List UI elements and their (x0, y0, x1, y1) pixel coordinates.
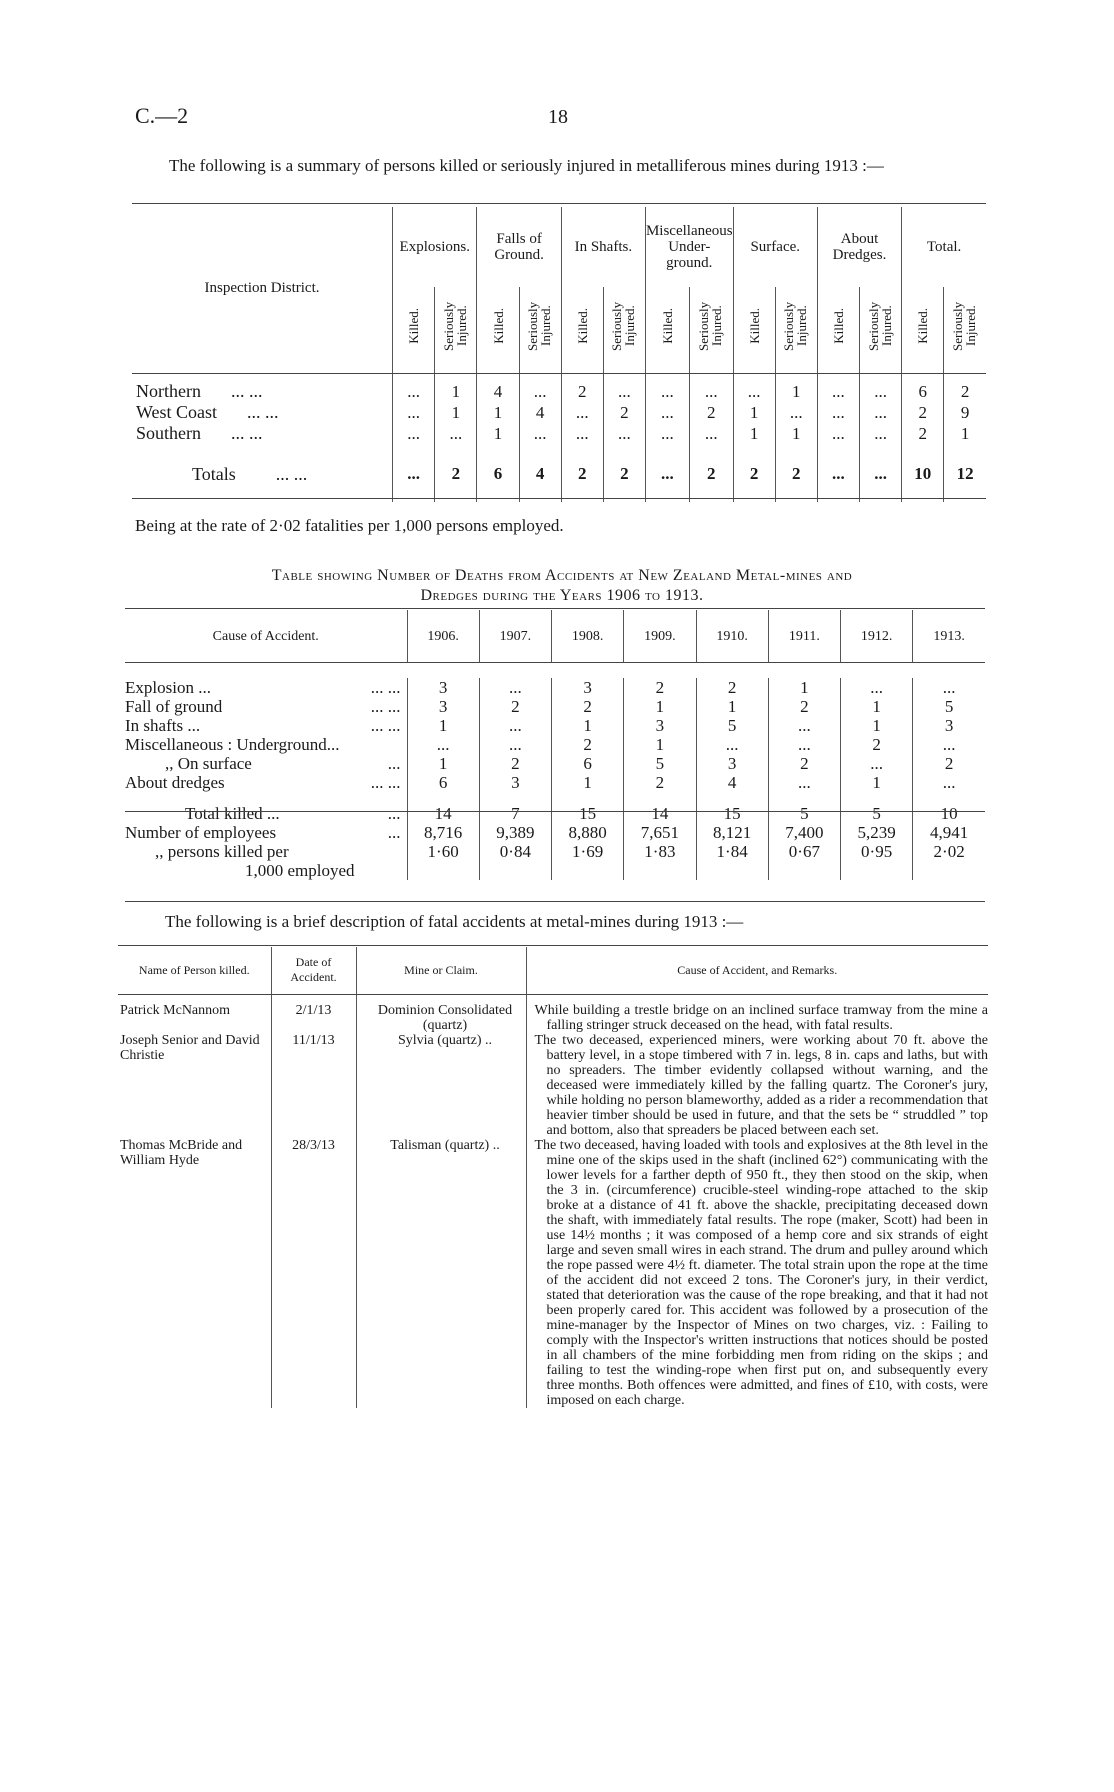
deaths-value: 2 (624, 773, 696, 792)
cause-row (125, 678, 985, 697)
summary-cell: 2 (435, 452, 477, 496)
deaths-value: 5,239 (841, 823, 913, 842)
deaths-value: 3 (624, 716, 696, 735)
deaths-value: 7 (479, 804, 551, 823)
deaths-value: 6 (407, 773, 479, 792)
deaths-value: 15 (696, 804, 768, 823)
accident-column-header: Mine or Claim. (356, 947, 526, 993)
year-header: 1913. (913, 610, 985, 662)
summary-cell: 12 (944, 452, 986, 496)
summary-table (132, 207, 986, 502)
cause-label: Number of employees (125, 823, 277, 842)
summary-cell: ... (859, 402, 901, 423)
cause-label: About dredges (125, 773, 225, 792)
injured-header: Seriously Injured. (689, 287, 733, 369)
person-name: Thomas McBride and William Hyde (120, 1138, 243, 1168)
summary-cell: 6 (902, 381, 944, 402)
summary-cell: ... (645, 402, 689, 423)
leader-dots: ... (387, 823, 401, 842)
accidents-table (118, 947, 988, 1408)
cause-row (125, 735, 985, 754)
summary-cell: ... (645, 423, 689, 444)
mine-name: Sylvia (quartz) .. (356, 1033, 526, 1138)
leader-dots: ... ... (370, 678, 401, 697)
deaths-value: 3 (552, 678, 624, 697)
summary-cell: 2 (689, 402, 733, 423)
deaths-value: ... (841, 754, 913, 773)
killed-header: Killed. (733, 287, 775, 369)
summary-cell: 1 (435, 381, 477, 402)
deaths-value: ... (479, 716, 551, 735)
injured-header: Seriously Injured. (519, 287, 561, 369)
cause-label: Total killed ... (185, 804, 280, 823)
accident-column-header: Name of Person killed. (138, 962, 250, 977)
accident-column-header: Cause of Accident, and Remarks. (526, 947, 988, 993)
year-header: 1909. (624, 610, 696, 662)
deaths-value: ... (913, 735, 985, 754)
cause-row (125, 773, 985, 792)
summary-cell: 1 (733, 423, 775, 444)
summary-cell: 4 (519, 452, 561, 496)
injured-header: Seriously Injured. (944, 287, 986, 369)
summary-cell: 9 (944, 402, 986, 423)
summary-cell: ... (859, 452, 901, 496)
summary-cell: ... (817, 381, 859, 402)
summary-cell: ... (859, 381, 901, 402)
leader-dots: ... ... (231, 423, 263, 443)
summary-cell: ... (393, 381, 435, 402)
deaths-value: 2 (624, 678, 696, 697)
deaths-value: 3 (407, 678, 479, 697)
injured-header: Seriously Injured. (775, 287, 817, 369)
summary-cell: ... (859, 423, 901, 444)
summary-cell: ... (603, 381, 645, 402)
deaths-value: 1 (624, 697, 696, 716)
summary-cell: 4 (519, 402, 561, 423)
summary-cell: 1 (477, 402, 519, 423)
deaths-value: 7,400 (768, 823, 840, 842)
deaths-value: 0·67 (768, 842, 840, 880)
year-header: 1907. (479, 610, 551, 662)
deaths-value: 1 (407, 716, 479, 735)
accident-row (118, 1033, 988, 1138)
deaths-value: 14 (624, 804, 696, 823)
accident-row (118, 1138, 988, 1408)
deaths-value: 5 (913, 697, 985, 716)
deaths-value: 1 (696, 697, 768, 716)
summary-cell: 6 (477, 452, 519, 496)
summary-cell: 2 (689, 452, 733, 496)
cause-label: ,, persons killed per (155, 842, 289, 861)
deaths-value: 1·69 (552, 842, 624, 880)
district-name: Totals (192, 463, 236, 484)
deaths-value: ... (696, 735, 768, 754)
deaths-value: ... (913, 773, 985, 792)
deaths-value: 1 (841, 716, 913, 735)
summary-cell: 1 (435, 402, 477, 423)
summary-cell: ... (561, 402, 603, 423)
summary-cell: 2 (944, 381, 986, 402)
summary-cell: 2 (733, 452, 775, 496)
deaths-value: 2 (479, 754, 551, 773)
deaths-value: ... (479, 735, 551, 754)
deaths-value: ... (841, 678, 913, 697)
deaths-value: ... (768, 773, 840, 792)
leader-dots: ... ... (275, 463, 308, 484)
group-header: Surface. (733, 207, 817, 287)
summary-cell: 1 (477, 423, 519, 444)
deaths-value: 9,389 (479, 823, 551, 842)
deaths-value: 2 (552, 735, 624, 754)
district-name: Northern (136, 381, 201, 401)
deaths-value: 1 (624, 735, 696, 754)
group-header: Explosions. (393, 207, 477, 287)
injured-header: Seriously Injured. (859, 287, 901, 369)
person-name: Joseph Senior and David Christie (120, 1033, 260, 1063)
year-header: 1908. (552, 610, 624, 662)
year-header: 1906. (407, 610, 479, 662)
deaths-value: ... (768, 716, 840, 735)
summary-cell: ... (435, 423, 477, 444)
deaths-value: 7,651 (624, 823, 696, 842)
cause-label: 1,000 employed (245, 861, 355, 880)
deaths-value: 4 (696, 773, 768, 792)
injured-header: Seriously Injured. (435, 287, 477, 369)
person-name: Patrick McNannom (120, 1003, 231, 1018)
deaths-value: 5 (696, 716, 768, 735)
deaths-value: ... (479, 678, 551, 697)
accident-remarks: While building a trestle bridge on an inclined surface tramway from the mine a falling stringer struck deceased on the head, with fatal results. (526, 1003, 988, 1033)
accident-date: 2/1/13 (271, 1003, 356, 1033)
leader-dots: ... ... (370, 716, 401, 735)
summary-intro: The following is a summary of persons killed or seriously injured in metalliferous mines during 1913 :— (169, 156, 884, 175)
employees-row (125, 823, 985, 842)
summary-cell: ... (689, 423, 733, 444)
accident-column-header: Date of Accident. (271, 947, 356, 993)
group-header: Miscellaneous Under-ground. (645, 207, 733, 287)
totals-row (132, 452, 986, 496)
leader-dots: ... ... (230, 381, 263, 401)
cause-header: Cause of Accident. (212, 628, 319, 644)
killed-header: Killed. (817, 287, 859, 369)
summary-cell: 1 (733, 402, 775, 423)
deaths-value: 0·84 (479, 842, 551, 880)
deaths-value: 1·83 (624, 842, 696, 880)
summary-cell: 2 (775, 452, 817, 496)
deaths-value: 8,716 (407, 823, 479, 842)
killed-header: Killed. (902, 287, 944, 369)
deaths-value: 5 (841, 804, 913, 823)
summary-cell: ... (645, 452, 689, 496)
deaths-value: 0·95 (841, 842, 913, 880)
district-row (132, 423, 986, 444)
accident-date: 28/3/13 (271, 1138, 356, 1408)
summary-cell: 1 (775, 423, 817, 444)
deaths-value: 5 (624, 754, 696, 773)
fatality-rate: Being at the rate of 2·02 fatalities per 1,000 persons employed. (135, 516, 564, 535)
page-number: 18 (548, 106, 568, 128)
deaths-value: 2 (768, 697, 840, 716)
group-header: Falls of Ground. (477, 207, 561, 287)
summary-cell: ... (393, 452, 435, 496)
deaths-value: 1 (768, 678, 840, 697)
injured-header: Seriously Injured. (603, 287, 645, 369)
summary-cell: ... (817, 402, 859, 423)
deaths-value: 14 (407, 804, 479, 823)
deaths-value: 1 (841, 697, 913, 716)
deaths-value: 1 (552, 716, 624, 735)
summary-cell: 4 (477, 381, 519, 402)
killed-header: Killed. (393, 287, 435, 369)
summary-cell: ... (689, 381, 733, 402)
summary-cell: ... (645, 381, 689, 402)
deaths-value: 3 (913, 716, 985, 735)
summary-cell: 2 (603, 402, 645, 423)
summary-cell: 2 (603, 452, 645, 496)
summary-cell: 1 (775, 381, 817, 402)
deaths-value: 3 (696, 754, 768, 773)
group-header: About Dredges. (817, 207, 901, 287)
summary-cell: ... (519, 423, 561, 444)
deaths-value: 2 (696, 678, 768, 697)
cause-label: ,, On surface (165, 754, 252, 773)
cause-label: Miscellaneous : Underground... (125, 735, 340, 754)
deaths-value: 3 (407, 697, 479, 716)
deaths-value: 2 (479, 697, 551, 716)
deaths-value: 1·84 (696, 842, 768, 880)
deaths-value: ... (407, 735, 479, 754)
mine-name: Talisman (quartz) .. (356, 1138, 526, 1408)
accident-remarks: The two deceased, having loaded with tools and explosives at the 8th level in the mine one of the skips used in the shaft (inclined 62°) communicating with the lower levels for a farther depth of 950 ft., they then stood on the skip, when the 3 in. (circumference) crucible-steel winding-rope attached to the skip broke at a distance of 41 ft. above the shackle, precipitating deceased down the shaft, with immediately fatal results. The rope (maker, Scott) had been in use 14½ months ; it was composed of a hemp core and six strands of eight large and seven small wires in each strand. The drum and pulley around which the rope passed were 4½ ft. diameter. The total strain upon the rope at the time of the accident did not exceed 2 tons. The Coroner's jury, in their verdict, stated that deterioration was the cause of the rope breaking, and that it had not been properly cared for. This accident was followed by a prosecution of the mine-manager by the Inspector of Mines on two charges, viz. : Failing to comply with the Inspector's written instructions that notices should be posted in all chambers of the mine forbidding men from riding on the skips ; and failing to test the winding-rope when first put on, and subsequently every three months. Both offences were admitted, and fines of £10, with costs, were imposed on each charge. (526, 1138, 988, 1408)
summary-cell: 1 (944, 423, 986, 444)
deaths-value: 3 (479, 773, 551, 792)
deaths-value: 8,121 (696, 823, 768, 842)
document-reference: C.—2 (135, 103, 189, 128)
deaths-value: 6 (552, 754, 624, 773)
deaths-value: 2 (552, 697, 624, 716)
accident-remarks: The two deceased, experienced miners, were working about 70 ft. above the battery level, in a stope timbered with 7 in. legs, 8 in. caps and laths, but with no spreaders. The timber evidently collapsed without warning, and the deceased were immediately killed by the falling quartz. The Coroner's jury, while holding no person blameworthy, added as a rider a recommendation that heavier timber should be used in future, and that the sets be “ struddled ” top and bottom, also that spreaders be placed between each set. (526, 1033, 988, 1138)
year-header: 1910. (696, 610, 768, 662)
deaths-value: 2 (768, 754, 840, 773)
deaths-table (125, 610, 985, 880)
leader-dots: ... (387, 754, 401, 773)
cause-label: Fall of ground (125, 697, 223, 716)
year-header: 1912. (841, 610, 913, 662)
deaths-value: 1 (841, 773, 913, 792)
summary-cell: ... (519, 381, 561, 402)
cause-label: Explosion ... (125, 678, 211, 697)
group-header: Total. (902, 207, 986, 287)
deaths-value: 2 (841, 735, 913, 754)
deaths-value: 1 (407, 754, 479, 773)
leader-dots: ... ... (370, 697, 401, 716)
summary-cell: ... (733, 381, 775, 402)
summary-cell: ... (603, 423, 645, 444)
accidents-intro: The following is a brief description of fatal accidents at metal-mines during 1913 :— (165, 912, 744, 931)
district-name: West Coast (136, 402, 218, 422)
deaths-value: 10 (913, 804, 985, 823)
leader-dots: ... (387, 804, 401, 823)
summary-cell: ... (393, 402, 435, 423)
total-killed-row (125, 804, 985, 823)
deaths-value: 5 (768, 804, 840, 823)
mine-name: Dominion Consolidated (quartz) (356, 1003, 526, 1033)
deaths-table-title: Table showing Number of Deaths from Accidents at New Zealand Metal-mines and Dredges during the Years 1906 to 1913. (271, 567, 853, 604)
leader-dots: ... ... (247, 402, 279, 422)
summary-cell: 2 (902, 423, 944, 444)
district-name: Southern (136, 423, 201, 443)
deaths-value: 15 (552, 804, 624, 823)
accident-date: 11/1/13 (271, 1033, 356, 1138)
summary-cell: ... (775, 402, 817, 423)
killed-header: Killed. (645, 287, 689, 369)
killed-header: Killed. (477, 287, 519, 369)
deaths-value: ... (768, 735, 840, 754)
year-header: 1911. (768, 610, 840, 662)
cause-label: In shafts ... (125, 716, 201, 735)
leader-dots: ... ... (370, 773, 401, 792)
deaths-value: 1 (552, 773, 624, 792)
summary-cell: ... (817, 423, 859, 444)
cause-row (125, 754, 985, 773)
district-row (132, 402, 986, 423)
summary-cell: ... (561, 423, 603, 444)
deaths-value: 4,941 (913, 823, 985, 842)
deaths-value: 1·60 (407, 842, 479, 880)
group-header: In Shafts. (561, 207, 645, 287)
deaths-value: 8,880 (552, 823, 624, 842)
deaths-value: 2 (913, 754, 985, 773)
accident-row (118, 1003, 988, 1033)
summary-cell: ... (817, 452, 859, 496)
summary-cell: ... (393, 423, 435, 444)
deaths-value: ... (913, 678, 985, 697)
district-header: Inspection District. (204, 279, 320, 296)
summary-cell: 10 (902, 452, 944, 496)
cause-row (125, 716, 985, 735)
summary-cell: 2 (561, 381, 603, 402)
rate-row (125, 842, 985, 880)
summary-cell: 2 (561, 452, 603, 496)
cause-row (125, 697, 985, 716)
summary-cell: 2 (902, 402, 944, 423)
killed-header: Killed. (561, 287, 603, 369)
district-row (132, 381, 986, 402)
deaths-value: 2·02 (913, 842, 985, 880)
